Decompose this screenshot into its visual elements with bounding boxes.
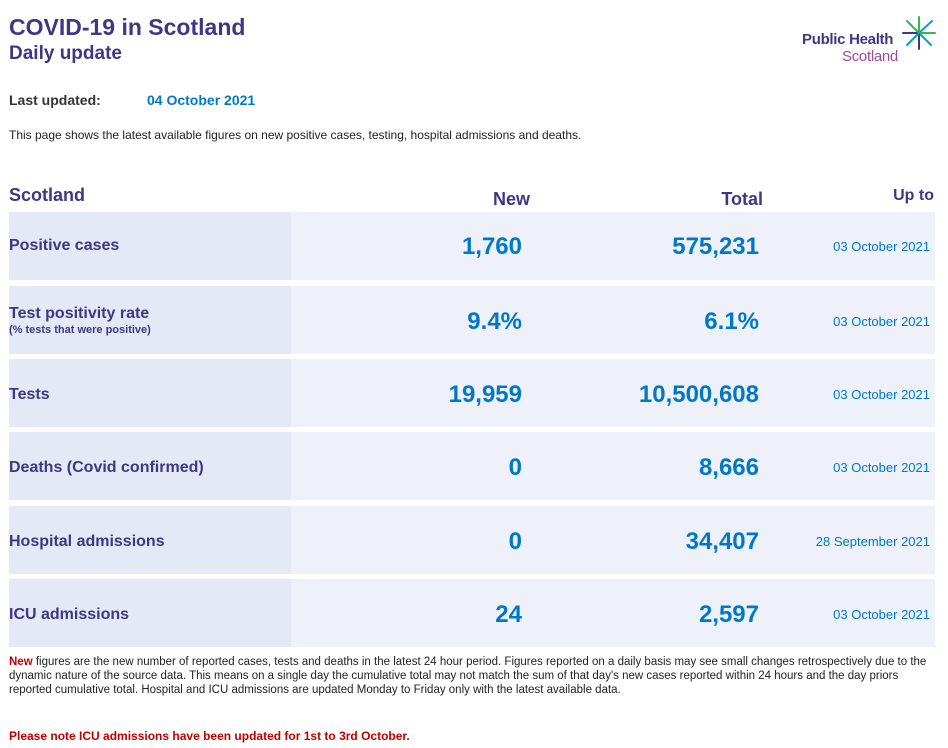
row-date: 03 October 2021 — [833, 607, 930, 622]
logo-text-line2: Scotland — [842, 48, 898, 65]
footnote — [9, 655, 929, 697]
row-new-value: 0 — [508, 528, 522, 555]
header-region: Scotland — [9, 185, 86, 205]
row-label: Tests — [9, 386, 50, 403]
row-sublabel: (% tests that were positive) — [9, 324, 151, 336]
row-date: 28 September 2021 — [815, 534, 930, 549]
row-label: Test positivity rate — [9, 305, 150, 322]
footnote-text: figures are the new number of reported cases, tests and deaths in the latest 24 hour period. Figures reported on a daily basis may see small changes retrospectively due to the dynamic nature of the source data. This means on a single day the cumulative total may not match the sum of that day's new cases reported within 24 hours and the day priors reported cumulative total. Hospital and ICU admissions are updated Monday to Friday only with the latest available data. — [9, 656, 927, 696]
row-total-value: 10,500,608 — [638, 381, 759, 408]
row-label: Hospital admissions — [9, 533, 165, 550]
row-date: 03 October 2021 — [833, 387, 930, 402]
table-row-icu-admissions — [9, 579, 935, 647]
footnote-highlight: New — [9, 656, 33, 668]
row-new-value: 0 — [508, 454, 522, 481]
row-total-value: 8,666 — [698, 454, 759, 481]
table-row-hospital-admissions — [9, 506, 935, 574]
logo-text-line1: Public Health — [802, 31, 894, 48]
public-health-scotland-logo[interactable] — [802, 16, 942, 68]
row-label: Positive cases — [9, 237, 120, 254]
page-title: COVID-19 in Scotland — [9, 14, 246, 40]
row-date: 03 October 2021 — [833, 460, 930, 475]
header-new: New — [492, 189, 530, 209]
table-row-positive-cases — [9, 212, 935, 280]
intro-text: This page shows the latest available figures on new positive cases, testing, hospital admissions and deaths. — [9, 128, 582, 142]
table-row-deaths — [9, 432, 935, 500]
row-new-value: 19,959 — [448, 381, 522, 408]
row-new-value: 24 — [495, 601, 522, 628]
row-total-value: 6.1% — [704, 308, 759, 335]
row-total-value: 575,231 — [672, 233, 759, 260]
row-total-value: 34,407 — [685, 528, 759, 555]
row-new-value: 9.4% — [467, 308, 522, 335]
table-row-tests — [9, 359, 935, 427]
row-date: 03 October 2021 — [833, 314, 930, 329]
header-up-to: Up to — [893, 187, 934, 204]
row-new-value: 1,760 — [461, 233, 522, 260]
icu-update-note: Please note ICU admissions have been updated for 1st to 3rd October. — [9, 729, 410, 743]
row-label: Deaths (Covid confirmed) — [9, 459, 204, 476]
row-total-value: 2,597 — [698, 601, 759, 628]
header-total: Total — [721, 189, 763, 209]
star-burst-icon — [902, 16, 936, 50]
last-updated-date: 04 October 2021 — [147, 92, 256, 108]
last-updated-label: Last updated: — [9, 92, 101, 108]
page-subtitle: Daily update — [9, 43, 122, 64]
row-date: 03 October 2021 — [833, 239, 930, 254]
table-row-test-positivity — [9, 286, 935, 354]
row-label: ICU admissions — [9, 606, 130, 623]
